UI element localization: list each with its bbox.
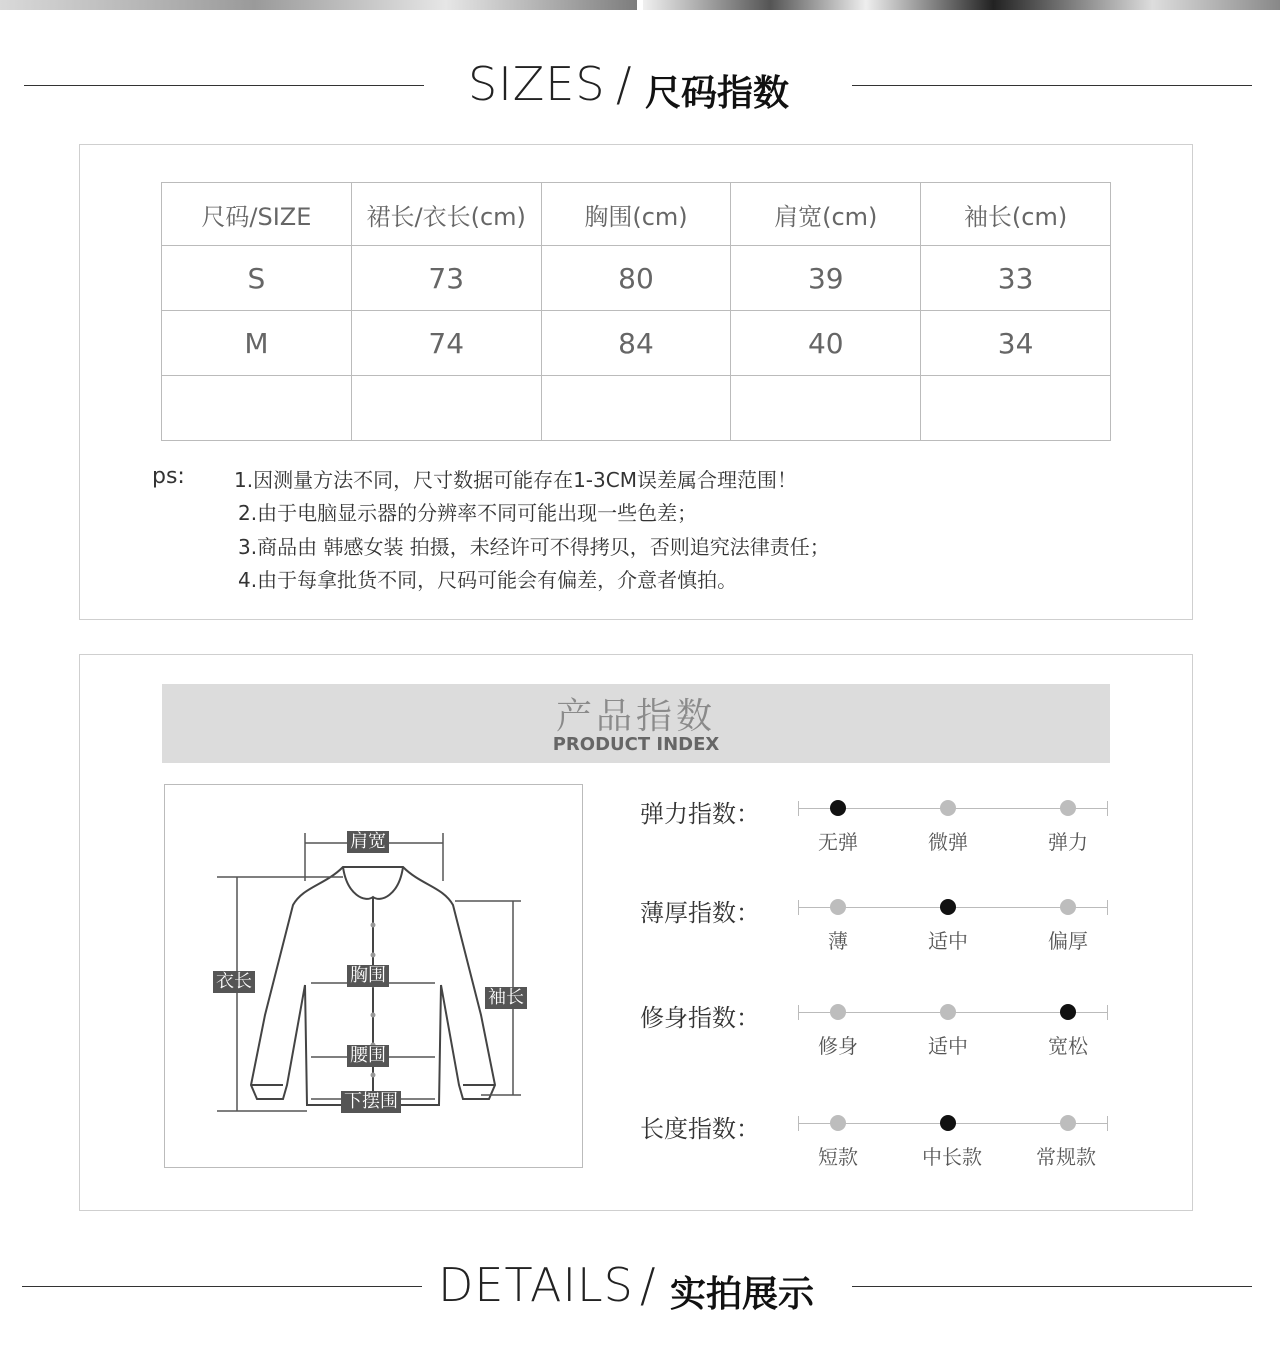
details-heading xyxy=(0,1256,1280,1316)
index-option: 偏厚 xyxy=(1048,929,1088,953)
index-elasticity xyxy=(640,794,1110,864)
label-waist: 腰围 xyxy=(347,1045,389,1067)
label-chest: 胸围 xyxy=(347,965,389,987)
details-heading-slash: / xyxy=(640,1258,657,1312)
index-name: 弹力指数： xyxy=(640,800,760,828)
label-length: 衣长 xyxy=(213,971,255,993)
heading-rule-right xyxy=(852,85,1252,86)
index-dot xyxy=(1060,800,1076,816)
table-header-row xyxy=(162,183,1111,246)
index-dot xyxy=(830,899,846,915)
table-cell: 34 xyxy=(921,311,1111,376)
table-cell xyxy=(731,376,921,441)
index-dot xyxy=(830,1115,846,1131)
index-dot xyxy=(940,1004,956,1020)
index-dot xyxy=(1060,1115,1076,1131)
index-thickness xyxy=(640,893,1110,963)
table-cell: 80 xyxy=(541,246,731,311)
heading-rule-left xyxy=(24,85,424,86)
index-dot xyxy=(830,1004,846,1020)
track-cap xyxy=(1107,1116,1108,1131)
header-size: 尺码/SIZE xyxy=(162,183,352,246)
index-option: 适中 xyxy=(928,929,968,953)
header-chest: 胸围(cm) xyxy=(541,183,731,246)
track-cap xyxy=(1107,801,1108,816)
heading-rule-left xyxy=(22,1286,422,1287)
index-option: 常规款 xyxy=(1036,1145,1096,1169)
track-cap xyxy=(798,900,799,915)
table-cell: 39 xyxy=(731,246,921,311)
shirt-measure-diagram xyxy=(164,784,583,1168)
table-cell: S xyxy=(162,246,352,311)
index-option: 薄 xyxy=(828,929,848,953)
photo-crop-left xyxy=(0,0,637,10)
index-name: 长度指数： xyxy=(640,1115,760,1143)
header-sleeve: 袖长(cm) xyxy=(921,183,1111,246)
table-cell: 33 xyxy=(921,246,1111,311)
size-table xyxy=(161,182,1111,441)
index-option: 微弹 xyxy=(928,830,968,854)
track-cap xyxy=(798,1116,799,1131)
product-index-banner xyxy=(162,684,1110,763)
label-sleeve: 袖长 xyxy=(485,987,527,1009)
track-cap xyxy=(798,801,799,816)
index-option: 短款 xyxy=(818,1145,858,1169)
index-option: 弹力 xyxy=(1048,830,1088,854)
photo-crop-right xyxy=(643,0,1280,10)
label-shoulder: 肩宽 xyxy=(347,831,389,853)
index-fit xyxy=(640,998,1110,1068)
index-option: 修身 xyxy=(818,1034,858,1058)
notes-prefix: ps: xyxy=(152,464,185,489)
track-cap xyxy=(1107,1005,1108,1020)
index-dot xyxy=(940,800,956,816)
sizes-heading-en: SIZES xyxy=(468,57,606,111)
note-line: 3.商品由 韩感女装 拍摄，未经许可不得拷贝，否则追究法律责任； xyxy=(238,535,830,559)
table-cell: 84 xyxy=(541,311,731,376)
details-heading-en: DETAILS xyxy=(438,1258,634,1312)
index-dot xyxy=(940,1115,956,1131)
index-option: 适中 xyxy=(928,1034,968,1058)
index-length xyxy=(640,1109,1110,1179)
note-line: 4.由于每拿批货不同，尺码可能会有偏差，介意者慎拍。 xyxy=(238,568,738,592)
top-photo-strip xyxy=(0,0,1280,10)
table-cell xyxy=(162,376,352,441)
index-name: 修身指数： xyxy=(640,1004,760,1032)
note-line: 2.由于电脑显示器的分辨率不同可能出现一些色差； xyxy=(238,501,698,525)
table-cell: 74 xyxy=(351,311,541,376)
header-length: 裙长/衣长(cm) xyxy=(351,183,541,246)
header-shoulder: 肩宽(cm) xyxy=(731,183,921,246)
table-cell: 73 xyxy=(351,246,541,311)
table-cell xyxy=(921,376,1111,441)
index-dot xyxy=(1060,1004,1076,1020)
index-name: 薄厚指数： xyxy=(640,899,760,927)
index-option: 无弹 xyxy=(818,830,858,854)
heading-rule-right xyxy=(852,1286,1252,1287)
note-line: 1.因测量方法不同，尺寸数据可能存在1-3CM误差属合理范围！ xyxy=(234,468,797,492)
track-cap xyxy=(1107,900,1108,915)
product-index-title-en: PRODUCT INDEX xyxy=(552,734,720,755)
sizes-heading xyxy=(0,55,1280,115)
index-option: 宽松 xyxy=(1048,1034,1088,1058)
table-cell xyxy=(541,376,731,441)
track-cap xyxy=(798,1005,799,1020)
table-cell xyxy=(351,376,541,441)
sizes-heading-cn: 尺码指数 xyxy=(645,73,790,114)
index-dot xyxy=(1060,899,1076,915)
index-dot xyxy=(940,899,956,915)
index-dot xyxy=(830,800,846,816)
table-cell: M xyxy=(162,311,352,376)
details-heading-cn: 实拍展示 xyxy=(670,1274,815,1315)
product-index-title-cn: 产品指数 xyxy=(555,696,716,737)
table-row xyxy=(162,311,1111,376)
label-hem: 下摆围 xyxy=(341,1091,401,1113)
table-cell: 40 xyxy=(731,311,921,376)
sizes-heading-slash: / xyxy=(616,57,633,111)
table-row xyxy=(162,376,1111,441)
index-option: 中长款 xyxy=(922,1145,982,1169)
table-row xyxy=(162,246,1111,311)
